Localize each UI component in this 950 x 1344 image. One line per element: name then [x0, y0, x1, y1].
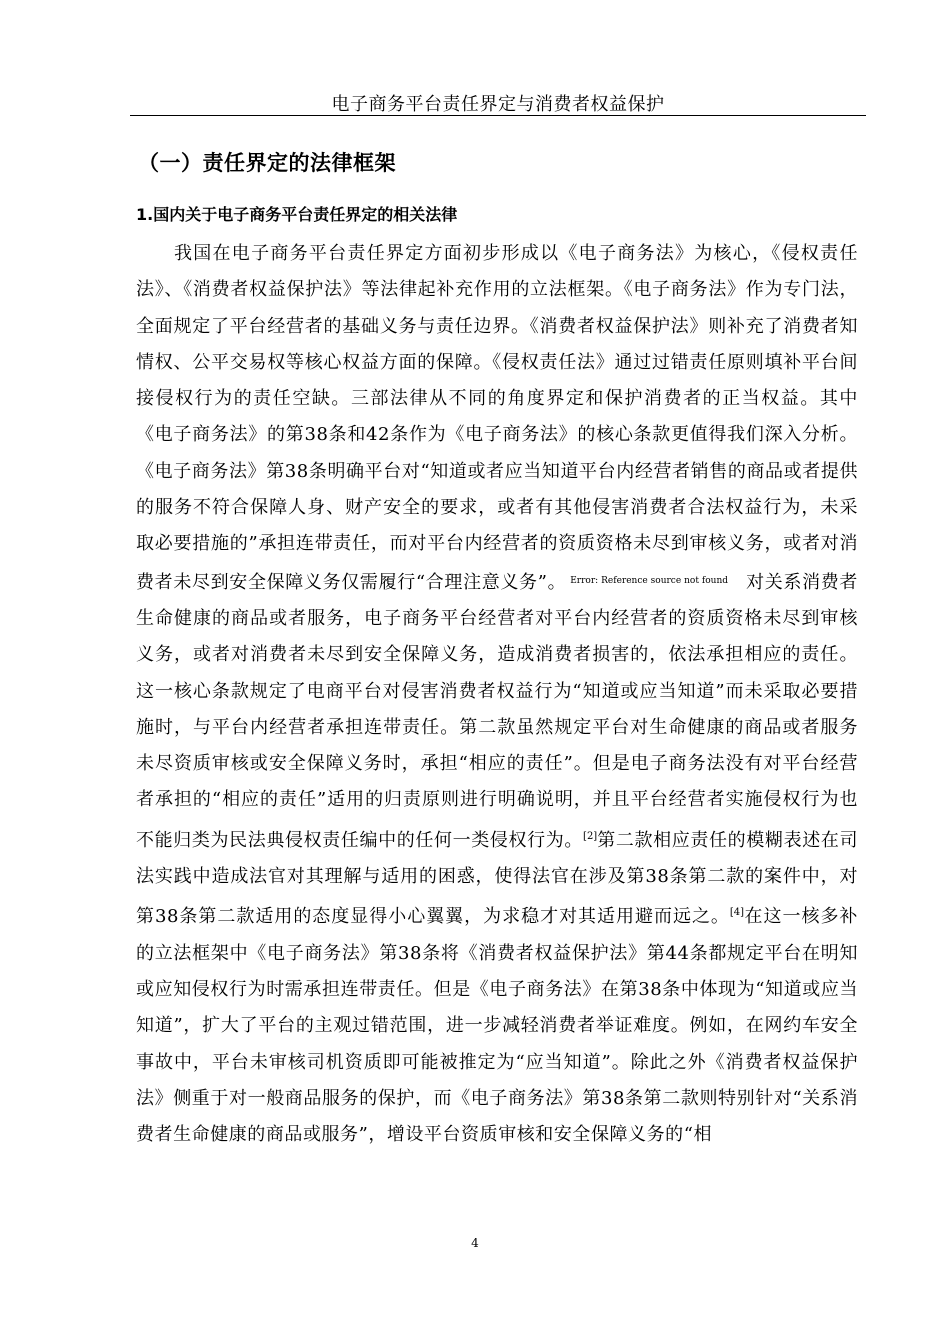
header-divider [130, 115, 866, 116]
paragraph-text-part-1: 我国在电子商务平台责任界定方面初步形成以《电子商务法》为核心，《侵权责任法》、《消费者权益保护法》等法律起补充作用的立法框架。《电子商务法》作为专门法，全面规定了平台经营者的基础义务与责任边界。《消费者权益保护法》则补充了消费者知情权、公平交易权等核心权益方面的保障。《侵权责任法》通过过错责任原则填补平台间接侵权行为的责任空缺。三部法律从不同的角度界定和保护消费者的正当权益。其中《电子商务法》的第38条和42条作为《电子商务法》的核心条款更值得我们深入分析。《电子商务法》第38条明确平台对“知道或者应当知道平台内经营者销售的商品或者提供的服务不符合保障人身、财产安全的要求，或者有其他侵害消费者合法权益行为，未采取必要措施的”承担连带责任，而对平台内经营者的资质资格未尽到审核义务，或者对消费者未尽到安全保障义务仅需履行“合理注意义务”。 [136, 243, 858, 593]
page-number: 4 [471, 1236, 479, 1250]
citation-ref-2[interactable]: [2] [583, 830, 598, 842]
running-header-title: 电子商务平台责任界定与消费者权益保护 [331, 94, 665, 115]
section-heading: （一）责任界定的法律框架 [138, 151, 396, 175]
paragraph-text-part-3: 第二款相应责任的模糊表述在司法实践中造成法官对其理解与适用的困惑，使得法官在涉及第38条第二款的案件中，对第38条第二款适用的态度显得小心翼翼，为求稳才对其适用避而远之。 [136, 829, 858, 928]
paragraph-text-part-4: 在这一核多补的立法框架中《电子商务法》第38条将《消费者权益保护法》第44条都规定平台在明知或应知侵权行为时需承担连带责任。但是《电子商务法》在第38条中体现为“知道或应当知道”，扩大了平台的主观过错范围，进一步减轻消费者举证难度。例如，在网约车安全事故中，平台未审核司机资质即可能被推定为“应当知道”。除此之外《消费者权益保护法》侧重于对一般商品服务的保护，而《电子商务法》第38条第二款则特别针对“关系消费者生命健康的商品或服务”，增设平台资质审核和安全保障义务的“相 [136, 906, 858, 1146]
subsection-heading: 1.国内关于电子商务平台责任界定的相关法律 [136, 205, 458, 224]
reference-error-note: Error: Reference source not found [570, 575, 729, 586]
paragraph-text-part-2: 对关系消费者生命健康的商品或者服务，电子商务平台经营者对平台内经营者的资质资格未尽到审核义务，或者对消费者未尽到安全保障义务，造成消费者损害的，依法承担相应的责任。这一核心条款规定了电商平台对侵害消费者权益行为“知道或应当知道”而未采取必要措施时，与平台内经营者承担连带责任。第二款虽然规定平台对生命健康的商品或者服务未尽资质审核或安全保障义务时，承担“相应的责任”。但是电子商务法没有对平台经营者承担的“相应的责任”适用的归责原则进行明确说明，并且平台经营者实施侵权行为也不能归类为民法典侵权责任编中的任何一类侵权行为。 [136, 571, 858, 851]
body-paragraph [136, 236, 858, 1153]
citation-ref-4[interactable]: [4] [729, 907, 745, 919]
